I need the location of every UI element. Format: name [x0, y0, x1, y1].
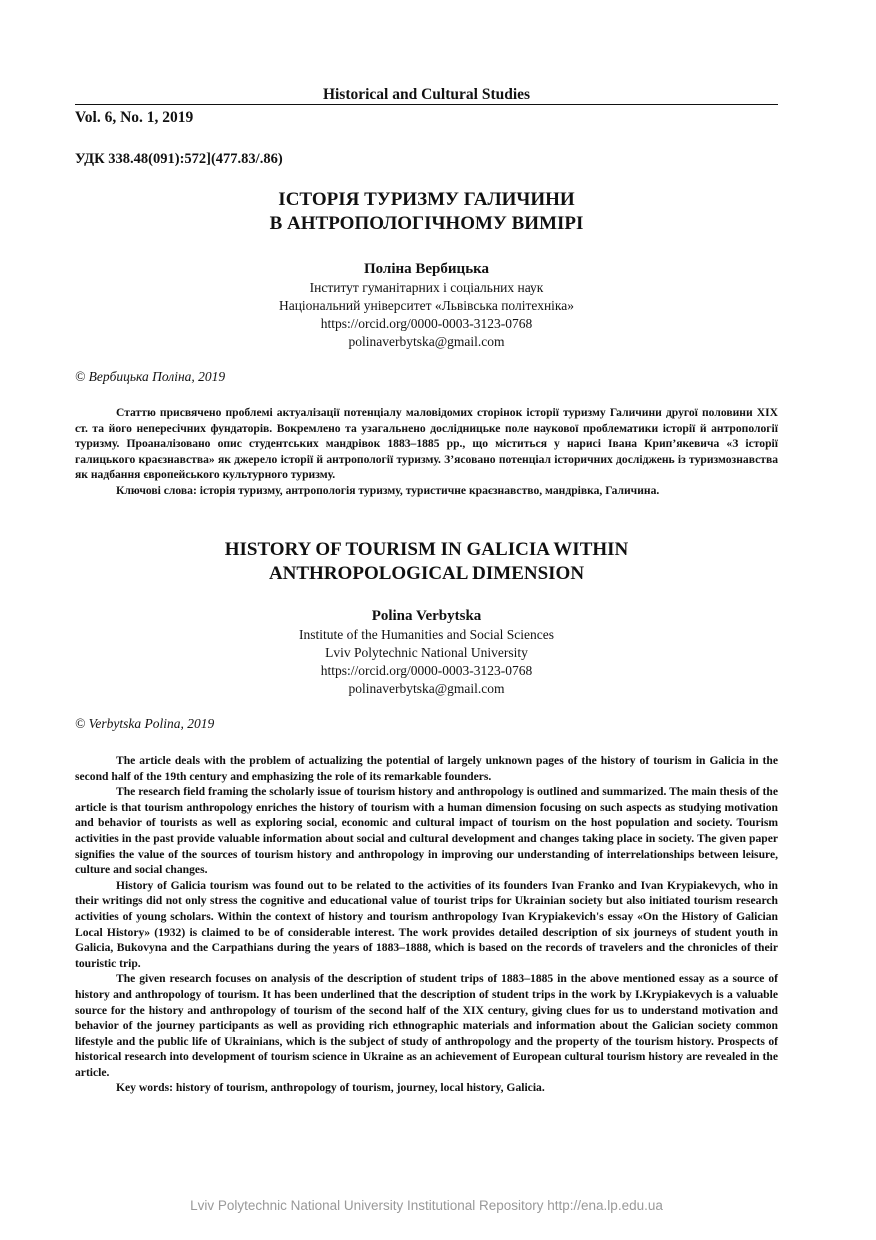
english-email-link[interactable]: polinaverbytska@gmail.com: [348, 681, 505, 696]
english-abstract: [75, 753, 778, 1096]
ukrainian-copyright: © Вербицька Поліна, 2019: [75, 369, 226, 384]
ukrainian-title: [75, 188, 778, 236]
english-abstract-paragraph-2: The research field framing the scholarly issue of tourism history and anthropology is outlined and summarized. The main thesis of the article is that tourism anthropology enriches the history of tourism with a human dimension focusing on such aspects as studying motivation and behavior of tourists as well as exploring social, economic and cultural impact of tourism on the host population and society. Tourism activities in the past provide valuable information about social and cultural development and changes taking place in society. The given paper signifies the value of the sources of tourism history and anthropology in improving our understanding of interrelationships between leisure, culture and social changes.: [75, 785, 778, 877]
english-title-line1: HISTORY OF TOURISM IN GALICIA WITHIN: [224, 539, 629, 560]
english-abstract-paragraph-4: The given research focuses on analysis of the description of student trips of 1883–1885 in the above mentioned essay as a source of history and anthropology of tourism. It has been underlined that the description of student trips in the work by I.Krypiakevych is a valuable source for the history and anthropology of tourism of the second half of the XIX century, giving clues for us to understand motivation and behavior of the journey participants as well as providing rich ethnographic materials and information about the Galician society common lifestyle and the public life of Ukrainians, which is the subject of study of anthropology and the property of the tourism history. Prospects of historical research into development of tourism science in Ukraine as an achievement of European cultural tourism history are revealed in the article.: [75, 972, 778, 1079]
english-abstract-paragraph-1: The article deals with the problem of actualizing the potential of largely unknown pages of the history of tourism in Galicia in the second half of the 19th century and emphasizing the role of its remarkable founders.: [75, 754, 778, 783]
ukrainian-author-name: Поліна Вербицька: [363, 261, 490, 277]
english-author-block: [75, 606, 778, 698]
ukrainian-abstract-text: Статтю присвячено проблемі актуалізації потенціалу маловідомих сторінок історії туризму Галичини другої половини XIX ст. та його непересічних фундаторів. Вокремлено та узагальнено дослідницьке поле наукової проблематики історії й антропології туризму. Проаналізовано опис студентських мандрівок 1883–1885 рр., що міститься у нарисі Івана Крип’якевича «З історії галицького краєзнавства» як джерело історії й антропології туризму. З’ясовано потенціал історичних досліджень із туризмознавства як надбання європейського культурного туризму.: [75, 406, 778, 482]
ukrainian-affiliation-2: Національний університет «Львівська політехніка»: [278, 298, 575, 313]
udk-code: УДК 338.48(091):572](477.83/.86): [75, 151, 283, 167]
ukrainian-keywords: Ключові слова: історія туризму, антропологія туризму, туристичне краєзнавство, мандрівка, Галичина.: [116, 483, 660, 497]
english-title-line2: ANTHROPOLOGICAL DIMENSION: [268, 563, 585, 584]
ukrainian-abstract: [75, 405, 778, 499]
header-rule: [75, 104, 778, 105]
ukrainian-title-line2: В АНТРОПОЛОГІЧНОМУ ВИМІРІ: [269, 213, 584, 234]
english-orcid-link[interactable]: https://orcid.org/0000-0003-3123-0768: [320, 663, 533, 678]
ukrainian-orcid-link[interactable]: https://orcid.org/0000-0003-3123-0768: [320, 316, 533, 331]
volume-info: Vol. 6, No. 1, 2019: [75, 109, 194, 126]
english-title: [75, 538, 778, 586]
english-keywords: Key words: history of tourism, anthropology of tourism, journey, local history, Galicia.: [116, 1081, 545, 1095]
english-copyright: © Verbytska Polina, 2019: [75, 716, 215, 731]
journal-title: Historical and Cultural Studies: [322, 86, 531, 103]
english-author-name: Polina Verbytska: [371, 608, 482, 624]
ukrainian-author-block: [75, 259, 778, 351]
english-affiliation-2: Lviv Polytechnic National University: [325, 645, 528, 660]
repository-footer: Lviv Polytechnic National University Institutional Repository http://ena.lp.edu.ua: [190, 1198, 663, 1213]
ukrainian-email-link[interactable]: polinaverbytska@gmail.com: [348, 334, 505, 349]
ukrainian-affiliation-1: Інститут гуманітарних і соціальних наук: [309, 280, 544, 295]
ukrainian-title-line1: ІСТОРІЯ ТУРИЗМУ ГАЛИЧИНИ: [278, 189, 575, 210]
english-affiliation-1: Institute of the Humanities and Social Sciences: [299, 627, 554, 642]
english-abstract-paragraph-3: History of Galicia tourism was found out to be related to the activities of its founders Ivan Franko and Ivan Krypiakevych, who in their writings did not only stress the cognitive and educational value of tourist trips for Ukrainian society but also initiated tourism research activities of young scholars. Within the context of history and tourism anthropology Ivan Krypiakevich's essay «On the History of Galician Local History» (1932) is claimed to be of considerable interest. The work provides detailed description of six journeys of student youth in Galicia, Bukovyna and the Carpathians during the years of 1883–1888, which is based on the records of travelers and the chronicles of their touristic trip.: [75, 878, 778, 970]
